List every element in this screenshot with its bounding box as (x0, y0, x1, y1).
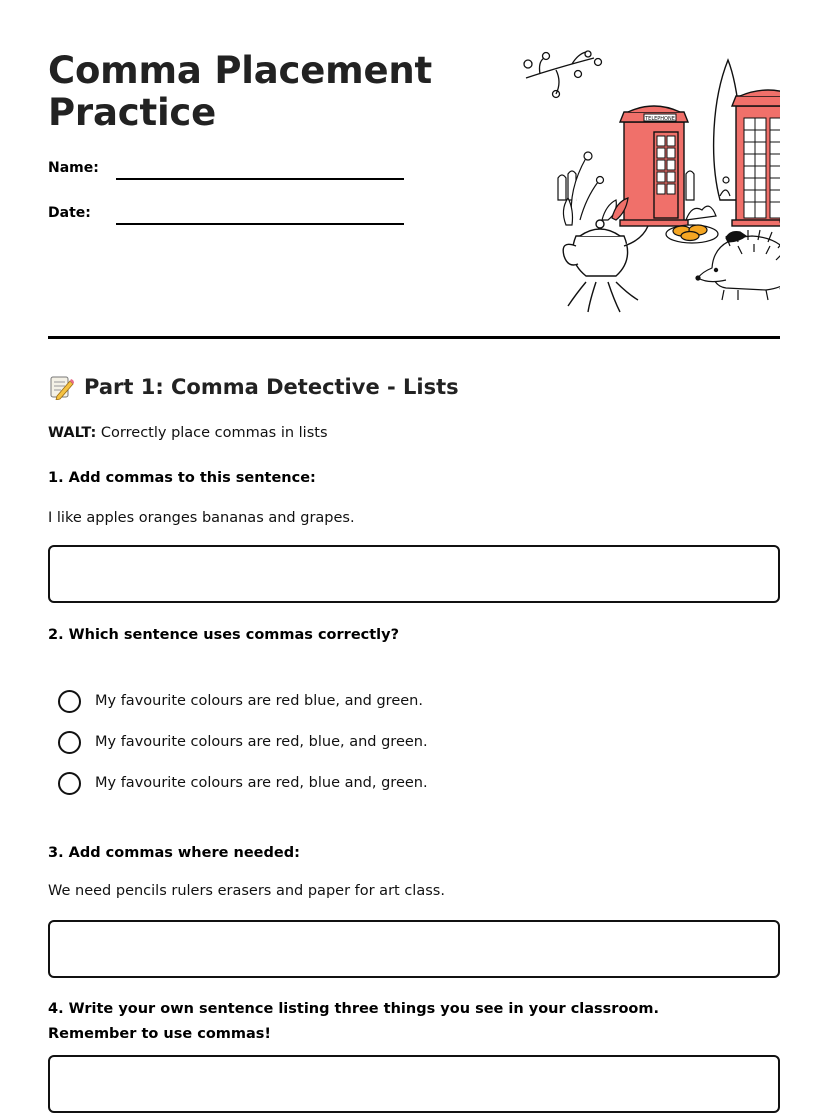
q3-title: 3. Add commas where needed: (48, 845, 300, 861)
walt-label: WALT: (48, 425, 97, 441)
part1-heading-text: Part 1: Comma Detective - Lists (84, 375, 459, 399)
q3-sentence: We need pencils rulers erasers and paper for art class. (48, 883, 445, 899)
q2-option-1[interactable] (58, 689, 423, 713)
walt-text: Correctly place commas in lists (96, 425, 328, 441)
header-divider (48, 336, 780, 339)
teapot-icon (563, 220, 648, 312)
q1-answer-box[interactable] (48, 545, 780, 603)
q4-title: 4. Write your own sentence listing three things you see in your classroom. Remember to use commas! (48, 1001, 659, 1042)
q2-option-3[interactable] (58, 771, 428, 795)
telephone-box-right (732, 90, 780, 226)
q4-answer-box[interactable] (48, 1055, 780, 1113)
title-line-2: Practice (48, 91, 217, 134)
q2-option-label: My favourite colours are red, blue, and green. (95, 734, 428, 750)
radio-button[interactable] (58, 731, 81, 754)
part1-heading (48, 374, 459, 400)
q2-option-label: My favourite colours are red blue, and green. (95, 693, 423, 709)
q2-option-2[interactable] (58, 730, 428, 754)
title-line-1: Comma Placement (48, 49, 433, 92)
walt-statement (48, 425, 328, 441)
flower-plant-icon (563, 152, 628, 225)
branch-icon (524, 51, 602, 98)
telephone-box-left (620, 106, 688, 226)
name-field[interactable] (48, 160, 408, 184)
q2-title: 2. Which sentence uses commas correctly? (48, 627, 400, 643)
svg-text:TELEPHONE: TELEPHONE (645, 116, 675, 122)
q3-answer-box[interactable] (48, 920, 780, 978)
date-line[interactable] (116, 223, 404, 225)
q2-option-label: My favourite colours are red, blue and, green. (95, 775, 428, 791)
q1-title: 1. Add commas to this sentence: (48, 470, 316, 486)
biscuit-plate-icon (666, 225, 718, 243)
radio-button[interactable] (58, 690, 81, 713)
date-field[interactable] (48, 205, 408, 229)
telephone-box-hedgehog-illustration (516, 50, 780, 318)
radio-button[interactable] (58, 772, 81, 795)
date-label: Date: (48, 205, 91, 221)
memo-pencil-icon (48, 374, 74, 400)
worksheet-header (48, 50, 780, 320)
name-line[interactable] (116, 178, 404, 180)
name-label: Name: (48, 160, 99, 176)
q1-sentence: I like apples oranges bananas and grapes. (48, 510, 355, 526)
